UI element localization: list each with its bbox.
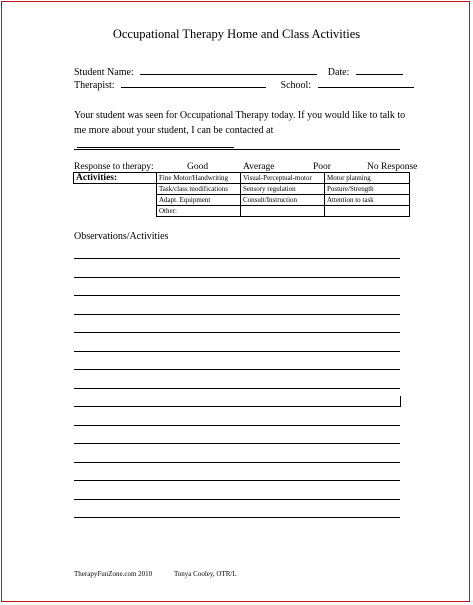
empty-cell [74,195,157,206]
activity-cell[interactable]: Sensory regulation [241,184,325,195]
observation-line[interactable] [74,332,400,333]
activity-cell[interactable]: Visual-Perceptual-motor [241,173,325,184]
date-field[interactable] [356,65,403,75]
student-name-field[interactable] [140,65,317,75]
observation-line[interactable] [74,351,400,352]
activity-cell[interactable] [325,206,410,217]
activity-cell[interactable]: Task/class modifications [157,184,241,195]
response-average[interactable]: Average [243,162,275,172]
footer-author: Tonya Cooley, OTR/L [174,570,237,578]
table-row [74,195,410,206]
contact-extra-line[interactable] [74,149,400,150]
activity-cell[interactable]: Attention to task [325,195,410,206]
response-good[interactable]: Good [187,162,209,172]
observation-line[interactable] [74,388,400,389]
activity-cell[interactable]: Adapt. Equipment [157,195,241,206]
activity-cell[interactable] [241,206,325,217]
other-cell[interactable]: Other: [157,206,241,217]
activities-label: Activities: [74,173,157,184]
observation-line[interactable] [74,517,400,518]
table-row [74,184,410,195]
page-title: Occupational Therapy Home and Class Activities [112,27,361,41]
therapist-row [74,78,414,91]
observation-line[interactable] [74,369,400,370]
student-name-row [74,65,403,78]
school-label: School: [280,80,312,91]
response-poor[interactable]: Poor [313,162,331,172]
school-field[interactable] [318,78,414,88]
response-no-response[interactable]: No Response [367,162,418,172]
observations-title: Observations/Activities [74,231,169,242]
footer-source: TherapyFunZone.com 2010 [74,570,153,578]
document-frame [1,1,470,602]
observation-line[interactable] [74,314,400,315]
empty-cell [74,206,157,217]
table-row [74,206,410,217]
therapist-label: Therapist: [74,80,115,91]
therapist-field[interactable] [121,78,266,88]
empty-cell [74,184,157,195]
contact-field[interactable] [77,138,234,148]
activity-cell[interactable]: Posture/Strength [325,184,410,195]
table-row [74,173,410,184]
observation-line[interactable] [74,277,400,278]
observation-line[interactable] [74,425,400,426]
activity-cell[interactable]: Motor planning [325,173,410,184]
contact-paragraph [74,108,414,153]
observation-line[interactable] [74,295,400,296]
activity-cell[interactable]: Fine Motor/Handwriting [157,173,241,184]
activities-table [73,172,410,217]
observation-line[interactable] [74,462,400,463]
observation-line[interactable] [74,480,400,481]
observation-line[interactable] [74,406,400,407]
activity-cell[interactable]: Consult/Instruction [241,195,325,206]
observation-line[interactable] [74,258,400,259]
observation-line[interactable] [74,499,400,500]
date-label: Date: [327,67,350,78]
text-cursor [400,396,401,407]
contact-text: Your student was seen for Occupational Therapy today. If you would like to talk to me more about your student, I can be contacted at [74,110,406,136]
observation-line[interactable] [74,443,400,444]
response-label: Response to therapy: [74,162,154,172]
student-name-label: Student Name: [74,67,134,78]
